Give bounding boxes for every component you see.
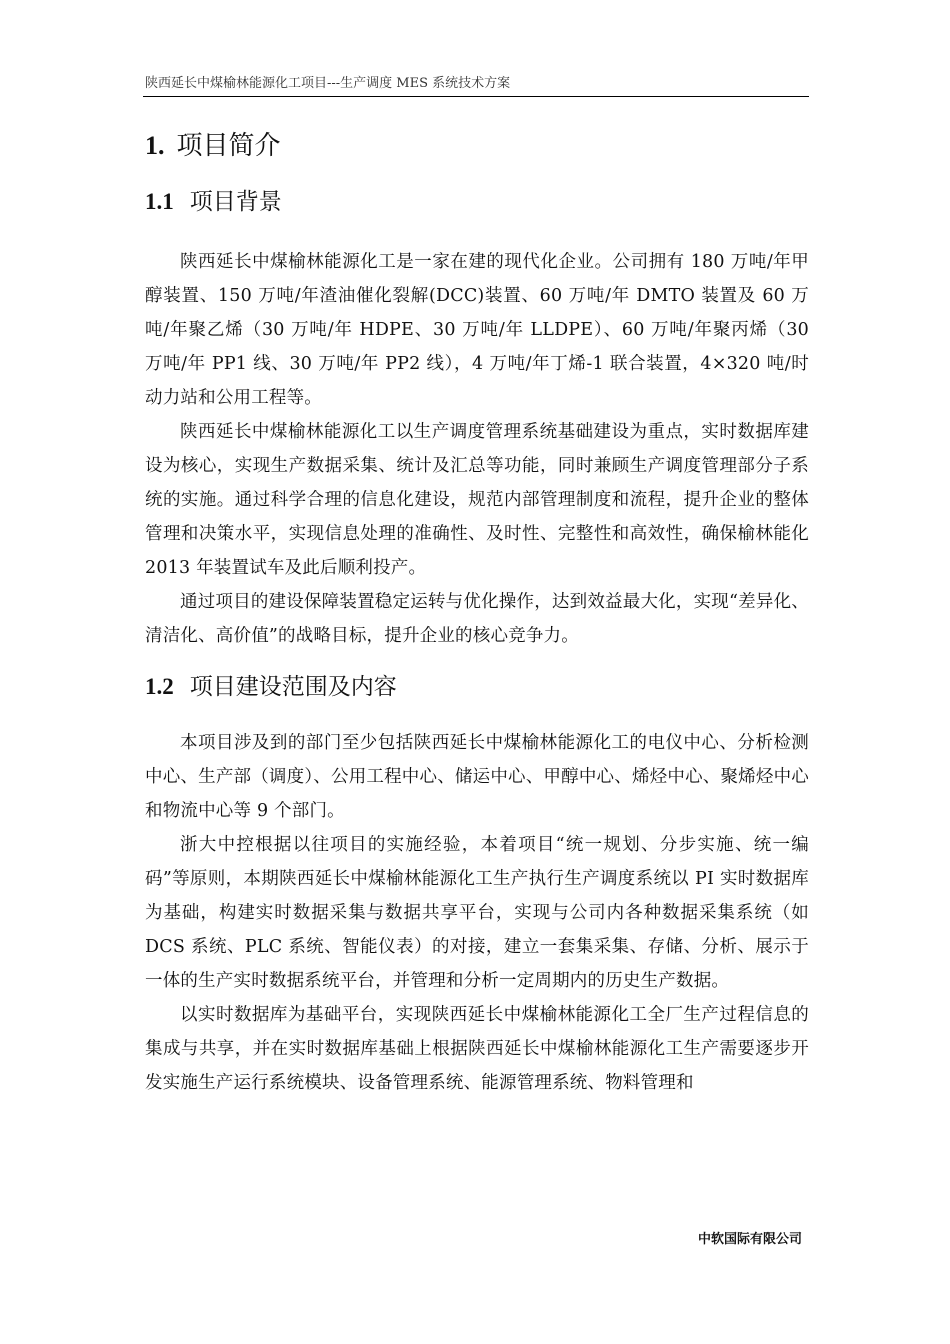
section-number: 1.: [145, 131, 165, 160]
header-title: 陕西延长中煤榆林能源化工项目---生产调度 MES 系统技术方案: [145, 76, 511, 91]
section-number: 1.2: [145, 674, 174, 699]
footer-company: 中软国际有限公司: [697, 1232, 802, 1247]
section-title: 项目背景: [189, 189, 282, 215]
section-heading-1-1: [145, 180, 809, 224]
section-title: 项目简介: [176, 131, 281, 161]
document-body: [145, 120, 809, 1100]
paragraph: 陕西延长中煤榆林能源化工以生产调度管理系统基础建设为重点，实时数据库建设为核心，实现生产数据采集、统计及汇总等功能，同时兼顾生产调度管理部分子系统的实施。通过科学合理的信息化建设，规范内部管理制度和流程，提升企业的整体管理和决策水平，实现信息处理的准确性、及时性、完整性和高效性，确保榆林能化 2013 年装置试车及此后顺利投产。: [145, 422, 809, 578]
page-header: [143, 70, 809, 97]
section-number: 1.1: [145, 189, 174, 214]
paragraph: 本项目涉及到的部门至少包括陕西延长中煤榆林能源化工的电仪中心、分析检测中心、生产部（调度）、公用工程中心、储运中心、甲醇中心、烯烃中心、聚烯烃中心和物流中心等 9 个部门。: [145, 733, 809, 821]
section-heading-1-2: [145, 666, 809, 708]
section-heading-1: [145, 120, 809, 172]
paragraph: 浙大中控根据以往项目的实施经验，本着项目“统一规划、分步实施、统一编码”等原则，本期陕西延长中煤榆林能源化工生产执行生产调度系统以 PI 实时数据库为基础，构建实时数据采集与数据共享平台，实现与公司内各种数据采集系统（如 DCS 系统、PLC 系统、智能仪表）的对接，建立一套集采集、存储、分析、展示于一体的生产实时数据系统平台，并管理和分析一定周期内的历史生产数据。: [145, 835, 809, 991]
section-title: 项目建设范围及内容: [189, 674, 397, 700]
paragraph: 以实时数据库为基础平台，实现陕西延长中煤榆林能源化工全厂生产过程信息的集成与共享，并在实时数据库基础上根据陕西延长中煤榆林能源化工生产需要逐步开发实施生产运行系统模块、设备管理系统、能源管理系统、物料管理和: [145, 1005, 809, 1093]
paragraph: 通过项目的建设保障装置稳定运转与优化操作，达到效益最大化，实现“差异化、清洁化、高价值”的战略目标，提升企业的核心竞争力。: [145, 592, 809, 646]
paragraph: 陕西延长中煤榆林能源化工是一家在建的现代化企业。公司拥有 180 万吨/年甲醇装置、150 万吨/年渣油催化裂解(DCC)装置、60 万吨/年 DMTO 装置及 60 万吨/年聚乙烯（30 万吨/年 HDPE、30 万吨/年 LLDPE）、60 万吨/年聚丙烯（30 万吨/年 PP1 线、30 万吨/年 PP2 线），4 万吨/年丁烯-1 联合装置，4×320 吨/时动力站和公用工程等。: [145, 252, 809, 408]
